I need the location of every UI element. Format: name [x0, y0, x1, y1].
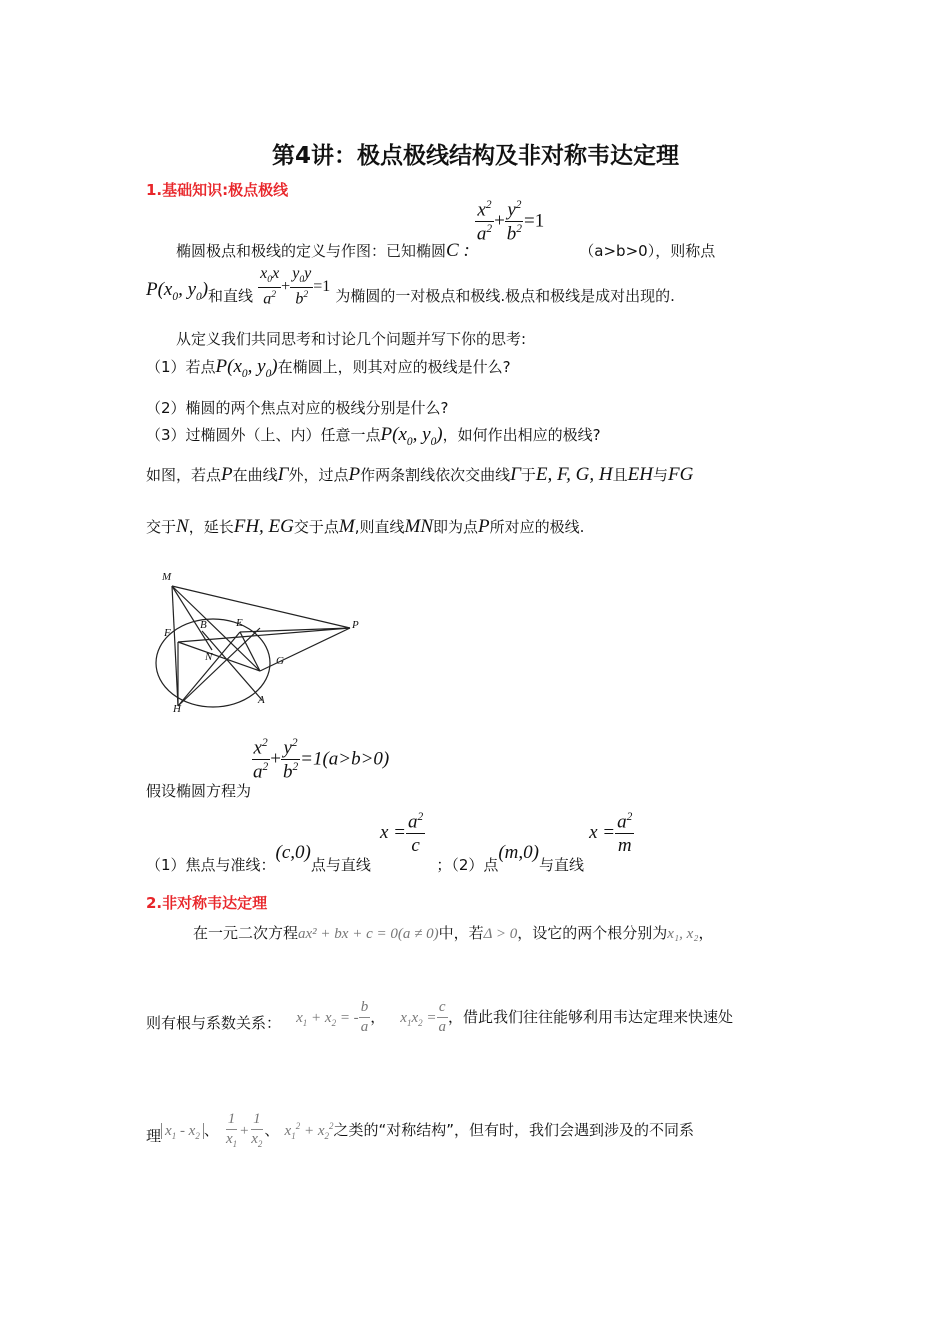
and-line-text: 和直线: [208, 287, 254, 306]
figure-label-e: E: [236, 617, 243, 629]
figure-label-n: N: [205, 651, 213, 663]
symbol-fh-eg: FH, EG: [233, 516, 294, 537]
symbol-fg: FG: [668, 464, 694, 485]
figure-label-m: M: [162, 571, 172, 583]
frac-x0x-a2: $\frac{x_0x}{a^2}$: [260, 265, 280, 308]
frac-y2-b2: $\frac{y^2}{b^2}$: [506, 199, 522, 245]
ellipse-c-symbol: C :: [446, 240, 470, 262]
assumption-condition: =1(a>b>0): [300, 748, 390, 770]
figure-label-b: B: [200, 619, 207, 631]
symmetric-suffix: 之类的“对称结构”，但有时，我们会遇到涉及的不同系: [333, 1121, 695, 1139]
text: 交于点: [293, 518, 339, 536]
symbol-mn: MN: [404, 516, 433, 537]
focus-mid-text: 点与直线: [310, 856, 371, 875]
text: 外，过点: [288, 466, 349, 484]
point2-value: (m,0): [498, 842, 539, 864]
symmetric-prefix: 理: [146, 1127, 162, 1145]
text: 作两条割线依次交曲线: [360, 466, 511, 484]
quadratic-mid: 中，若: [438, 924, 484, 942]
definition-line-1: [176, 199, 716, 262]
quadratic-line: [193, 922, 714, 943]
frac-a2-m: $\frac{a^2}{m}$: [617, 811, 633, 857]
equals-one: =1: [523, 210, 545, 232]
text: 与: [652, 466, 668, 484]
question-1: [146, 356, 511, 380]
question-1-suffix: 在椭圆上，则其对应的极线是什么?: [277, 358, 511, 376]
text: 于: [520, 466, 536, 484]
quadratic-suffix: ，设它的两个根分别为: [517, 924, 668, 942]
question-1-prefix: （1）若点: [146, 358, 216, 376]
text: 在曲线: [232, 466, 278, 484]
product-roots: $x_1x_2$ =: [400, 1010, 437, 1028]
frac-x2-a2: $\frac{x^2}{a^2}$: [476, 199, 493, 245]
symmetric-structure-line: [146, 1112, 694, 1149]
question-3-prefix: （3）过椭圆外（上、内）任意一点: [146, 426, 381, 444]
construction-line-2: [146, 516, 584, 538]
pole-polar-text: 为椭圆的一对极点和极线.极点和极线是成对出现的.: [335, 287, 675, 306]
figure-label-a: A: [258, 694, 265, 706]
question-2: （2）椭圆的两个焦点对应的极线分别是什么?: [146, 399, 449, 417]
focus-text: （1）焦点与准线：: [146, 856, 276, 875]
roots-symbols: x₁, x₂: [667, 926, 699, 942]
figure-label-h: H: [173, 703, 181, 715]
x-equals: x =: [589, 822, 616, 844]
symbol-p: P: [478, 516, 490, 537]
symbol-eh: EH: [627, 464, 653, 485]
frac-1-x2: $\frac{1}{x_2}$: [251, 1111, 263, 1149]
frac-b-a: $\frac{b}{a}$: [360, 999, 369, 1035]
frac-x2-a2: $\frac{x^2}{a^2}$: [253, 737, 269, 783]
plus-sign: +: [494, 210, 505, 232]
sep: 、: [264, 1121, 280, 1139]
delta-condition: Δ > 0: [483, 926, 518, 942]
frac-y0y-b2: $\frac{y_0y}{b^2}$: [292, 265, 312, 308]
text: 交于: [146, 518, 177, 536]
question-3: [146, 424, 601, 448]
symbol-p: P: [221, 464, 233, 485]
definition-text: 椭圆极点和极线的定义与作图：已知椭圆: [176, 242, 447, 261]
text: ，延长: [188, 518, 234, 536]
symbol-p: P: [348, 464, 361, 485]
plus-sign: +: [270, 748, 281, 770]
plus-sign: +: [239, 1123, 250, 1139]
x-equals: x =: [380, 822, 407, 844]
definition-line-2: [146, 266, 675, 307]
equals-one: =1: [313, 278, 331, 296]
discussion-prompt: 从定义我们共同思考和讨论几个问题并写下你的思考:: [176, 330, 527, 348]
section-heading-vieta: 2.非对称韦达定理: [146, 894, 268, 912]
point-p: $P(x_0$, $y_0$): [215, 356, 278, 380]
text: 所对应的极线.: [489, 518, 585, 536]
construction-line-1: [146, 464, 693, 486]
symbol-gamma: Γ: [277, 464, 289, 485]
page-title: 第4讲：极点极线结构及非对称韦达定理: [272, 143, 680, 169]
symbol-m: M: [338, 516, 355, 537]
focus-point: (c,0): [275, 842, 311, 864]
sum-roots: $x_1 + x_2$ = -: [296, 1010, 359, 1028]
condition-text: （a>b>0），则称点: [579, 242, 716, 261]
abs-diff-roots: $x_1 - x_2$: [161, 1123, 204, 1139]
point2-text: ；（2）点: [436, 856, 499, 875]
focus-directrix-line: [146, 811, 634, 875]
frac-y2-b2: $\frac{y^2}{b^2}$: [282, 737, 299, 783]
comma: ，: [698, 924, 714, 942]
assumption-text: 假设椭圆方程为: [146, 782, 252, 801]
vieta-prefix: 则有根与系数关系：: [146, 1014, 282, 1032]
question-3-suffix: ，如何作出相应的极线?: [442, 426, 601, 444]
point-p: $P(x_0$, $y_0$): [380, 424, 443, 448]
plus-sign: +: [281, 278, 291, 296]
text: 即为点: [433, 518, 479, 536]
ellipse-curve: [156, 619, 270, 707]
ellipse-assumption: [146, 737, 390, 801]
frac-c-a: $\frac{c}{a}$: [438, 999, 447, 1035]
quadratic-prefix: 在一元二次方程: [193, 924, 299, 942]
text: 且: [612, 466, 628, 484]
frac-a2-c: $\frac{a^2}{c}$: [408, 811, 424, 857]
figure-label-g: G: [276, 655, 284, 667]
symbol-gamma: Γ: [510, 464, 521, 485]
quadratic-equation: ax² + bx + c = 0(a ≠ 0): [298, 926, 439, 942]
text: 如图，若点: [146, 466, 222, 484]
sep: 、: [203, 1121, 219, 1139]
point2-suffix: 与直线: [539, 856, 585, 875]
symbol-n: N: [176, 516, 189, 537]
sep: ，: [370, 1008, 386, 1026]
symbol-efgh: E, F, G, H: [535, 464, 613, 485]
text: ,则直线: [354, 518, 405, 536]
sum-squares: $x_1^2 + x_2^2$: [284, 1121, 334, 1141]
section-heading-basics: 1.基础知识:极点极线: [146, 181, 289, 199]
pole-point: $P(x_0$, $y_0$): [146, 279, 209, 303]
figure-label-f: F: [164, 627, 171, 639]
figure-label-p: P: [352, 619, 359, 631]
vieta-relations-line: [146, 1000, 733, 1035]
frac-1-x1: $\frac{1}{x_1}$: [225, 1111, 238, 1149]
vieta-suffix: ，借此我们往往能够利用韦达定理来快速处: [448, 1008, 734, 1026]
